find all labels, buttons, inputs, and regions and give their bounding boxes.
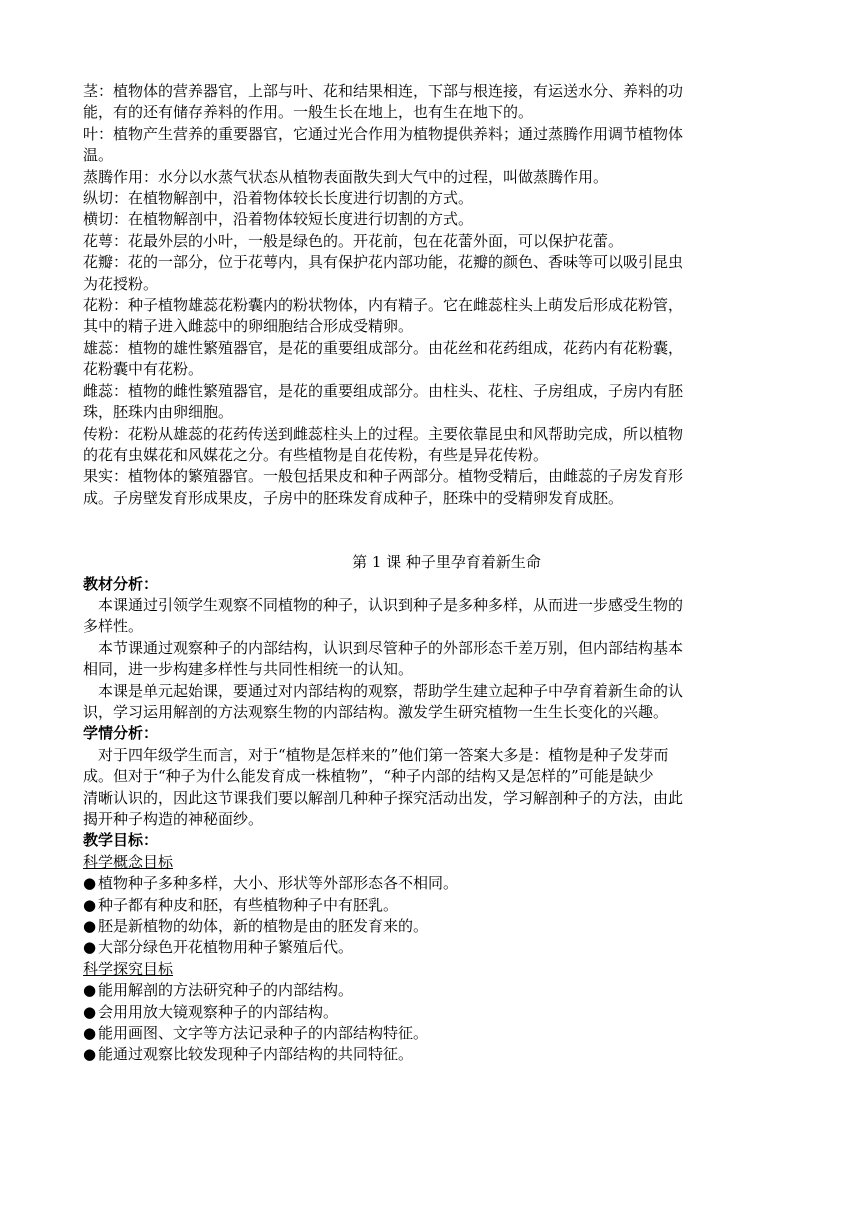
glossary-line: 雌蕊：植物的雌性繁殖器官，是花的重要组成部分。由柱头、花柱、子房组成，子房内有胚 (83, 381, 684, 400)
glossary-line: 传粉：花粉从雄蕊的花药传送到雌蕊柱头上的过程。主要依靠昆虫和风帮助完成，所以植物 (83, 424, 684, 443)
glossary-line: 叶：植物产生营养的重要器官，它通过光合作用为植物提供养料；通过蒸腾作用调节植物体 (83, 124, 684, 143)
paragraph-line: 多样性。 (83, 617, 144, 636)
paragraph-line: 成。但对于“种子为什么能发育成一株植物”，“种子内部的结构又是怎样的”可能是缺少 (83, 767, 654, 786)
bullet-icon: ● (83, 895, 97, 914)
glossary-line: 其中的精子进入雌蕊中的卵细胞结合形成受精卵。 (83, 317, 414, 336)
glossary-line: 花瓣：花的一部分，位于花萼内，具有保护花内部功能，花瓣的颜色、香味等可以吸引昆虫 (83, 253, 684, 272)
inquiry-goals-list (83, 980, 780, 1066)
goal-list-item (83, 937, 780, 958)
teaching-goals-heading: 教学目标： (83, 831, 159, 850)
glossary-line: 茎：植物体的营养器官，上部与叶、花和结果相连，下部与根连接，有运送水分、养料的功 (83, 82, 684, 100)
inquiry-goals-heading: 科学探究目标 (83, 959, 174, 978)
glossary-line: 温。 (83, 146, 114, 165)
paragraph-line: 本课是单元起始课，要通过对内部结构的观察，帮助学生建立起种子中孕育着新生命的认 (98, 681, 684, 700)
paragraph-line: 本课通过引领学生观察不同植物的种子，认识到种子是多种多样，从而进一步感受生物的 (98, 595, 684, 614)
paragraph-line: 本节课通过观察种子的内部结构，认识到尽管种子的外部形态千差万别，但内部结构基本 (98, 638, 684, 657)
concept-goals-list (83, 873, 780, 959)
glossary-line: 能，有的还有储存养料的作用。一般生长在地上，也有生在地下的。 (83, 103, 534, 122)
bullet-icon: ● (83, 874, 97, 893)
glossary-line: 成。子房壁发育形成果皮，子房中的胚珠发育成种子，胚珠中的受精卵发育成胚。 (83, 488, 624, 507)
goal-list-item (83, 1044, 780, 1065)
bullet-icon: ● (83, 1045, 97, 1064)
glossary-line: 横切：在植物解剖中，沿着物体较短长度进行切割的方式。 (83, 210, 474, 229)
paragraph-line: 清晰认识的，因此这节课我们要以解剖几种种子探究活动出发，学习解剖种子的方法，由此 (83, 788, 684, 807)
glossary-line: 雄蕊：植物的雄性繁殖器官，是花的重要组成部分。由花丝和花药组成，花药内有花粉囊， (83, 338, 684, 357)
glossary-line: 的花有虫媒花和风媒花之分。有些植物是自花传粉，有些是异花传粉。 (83, 445, 549, 464)
bullet-icon: ● (83, 1024, 97, 1043)
glossary-line: 花粉囊中有花粉。 (83, 360, 204, 379)
goal-text: 能通过观察比较发现种子内部结构的共同特征。 (98, 1045, 414, 1064)
paragraph-line: 相同，进一步构建多样性与共同性相统一的认知。 (83, 660, 414, 679)
bullet-icon: ● (83, 1002, 97, 1021)
goal-list-item (83, 895, 780, 916)
goal-text: 能用解剖的方法研究种子的内部结构。 (98, 981, 354, 1000)
glossary-line: 花粉：种子植物雄蕊花粉囊内的粉状物体，内有精子。它在雌蕊柱头上萌发后形成花粉管， (83, 296, 684, 315)
goal-text: 植物种子多种多样，大小、形状等外部形态各不相同。 (98, 874, 459, 893)
lesson-title: 第 1 课 种子里孕育着新生命 (352, 553, 541, 572)
goal-list-item (83, 1002, 780, 1023)
bullet-icon: ● (83, 938, 97, 957)
learner-analysis-body (83, 745, 780, 831)
textbook-analysis-body (83, 595, 780, 723)
learner-analysis-heading: 学情分析： (83, 724, 159, 743)
glossary-line: 花萼：花最外层的小叶，一般是绿色的。开花前，包在花蕾外面，可以保护花蕾。 (83, 231, 624, 250)
glossary-line: 纵切：在植物解剖中，沿着物体较长长度进行切割的方式。 (83, 189, 474, 208)
goal-text: 会用用放大镜观察种子的内部结构。 (98, 1002, 339, 1021)
bullet-icon: ● (83, 981, 97, 1000)
goal-list-item (83, 1023, 780, 1044)
glossary-line: 为花授粉。 (83, 274, 159, 293)
goal-text: 种子都有种皮和胚，有些植物种子中有胚乳。 (98, 895, 399, 914)
glossary-line: 果实：植物体的繁殖器官。一般包括果皮和种子两部分。植物受精后，由雌蕊的子房发育形 (83, 467, 684, 486)
glossary-line: 蒸腾作用：水分以水蒸气状态从植物表面散失到大气中的过程，叫做蒸腾作用。 (83, 167, 609, 186)
goal-text: 胚是新植物的幼体，新的植物是由的胚发育来的。 (98, 917, 429, 936)
bullet-icon: ● (83, 917, 97, 936)
paragraph-line: 识，学习运用解剖的方法观察生物的内部结构。激发学生研究植物一生生长变化的兴趣。 (83, 702, 669, 721)
textbook-analysis-heading: 教材分析： (83, 574, 159, 593)
paragraph-line: 揭开种子构造的神秘面纱。 (83, 810, 264, 828)
goal-list-item (83, 980, 780, 1001)
concept-goals-heading: 科学概念目标 (83, 852, 174, 871)
paragraph-line: 对于四年级学生而言，对于“植物是怎样来的”他们第一答案大多是：植物是种子发芽而 (98, 745, 669, 764)
goal-text: 大部分绿色开花植物用种子繁殖后代。 (98, 938, 354, 957)
glossary-line: 珠，胚珠内由卵细胞。 (83, 403, 234, 422)
goal-list-item (83, 916, 780, 937)
goal-list-item (83, 873, 780, 894)
glossary-section (83, 81, 780, 509)
goal-text: 能用画图、文字等方法记录种子的内部结构特征。 (98, 1024, 429, 1043)
section-gap (83, 509, 780, 552)
